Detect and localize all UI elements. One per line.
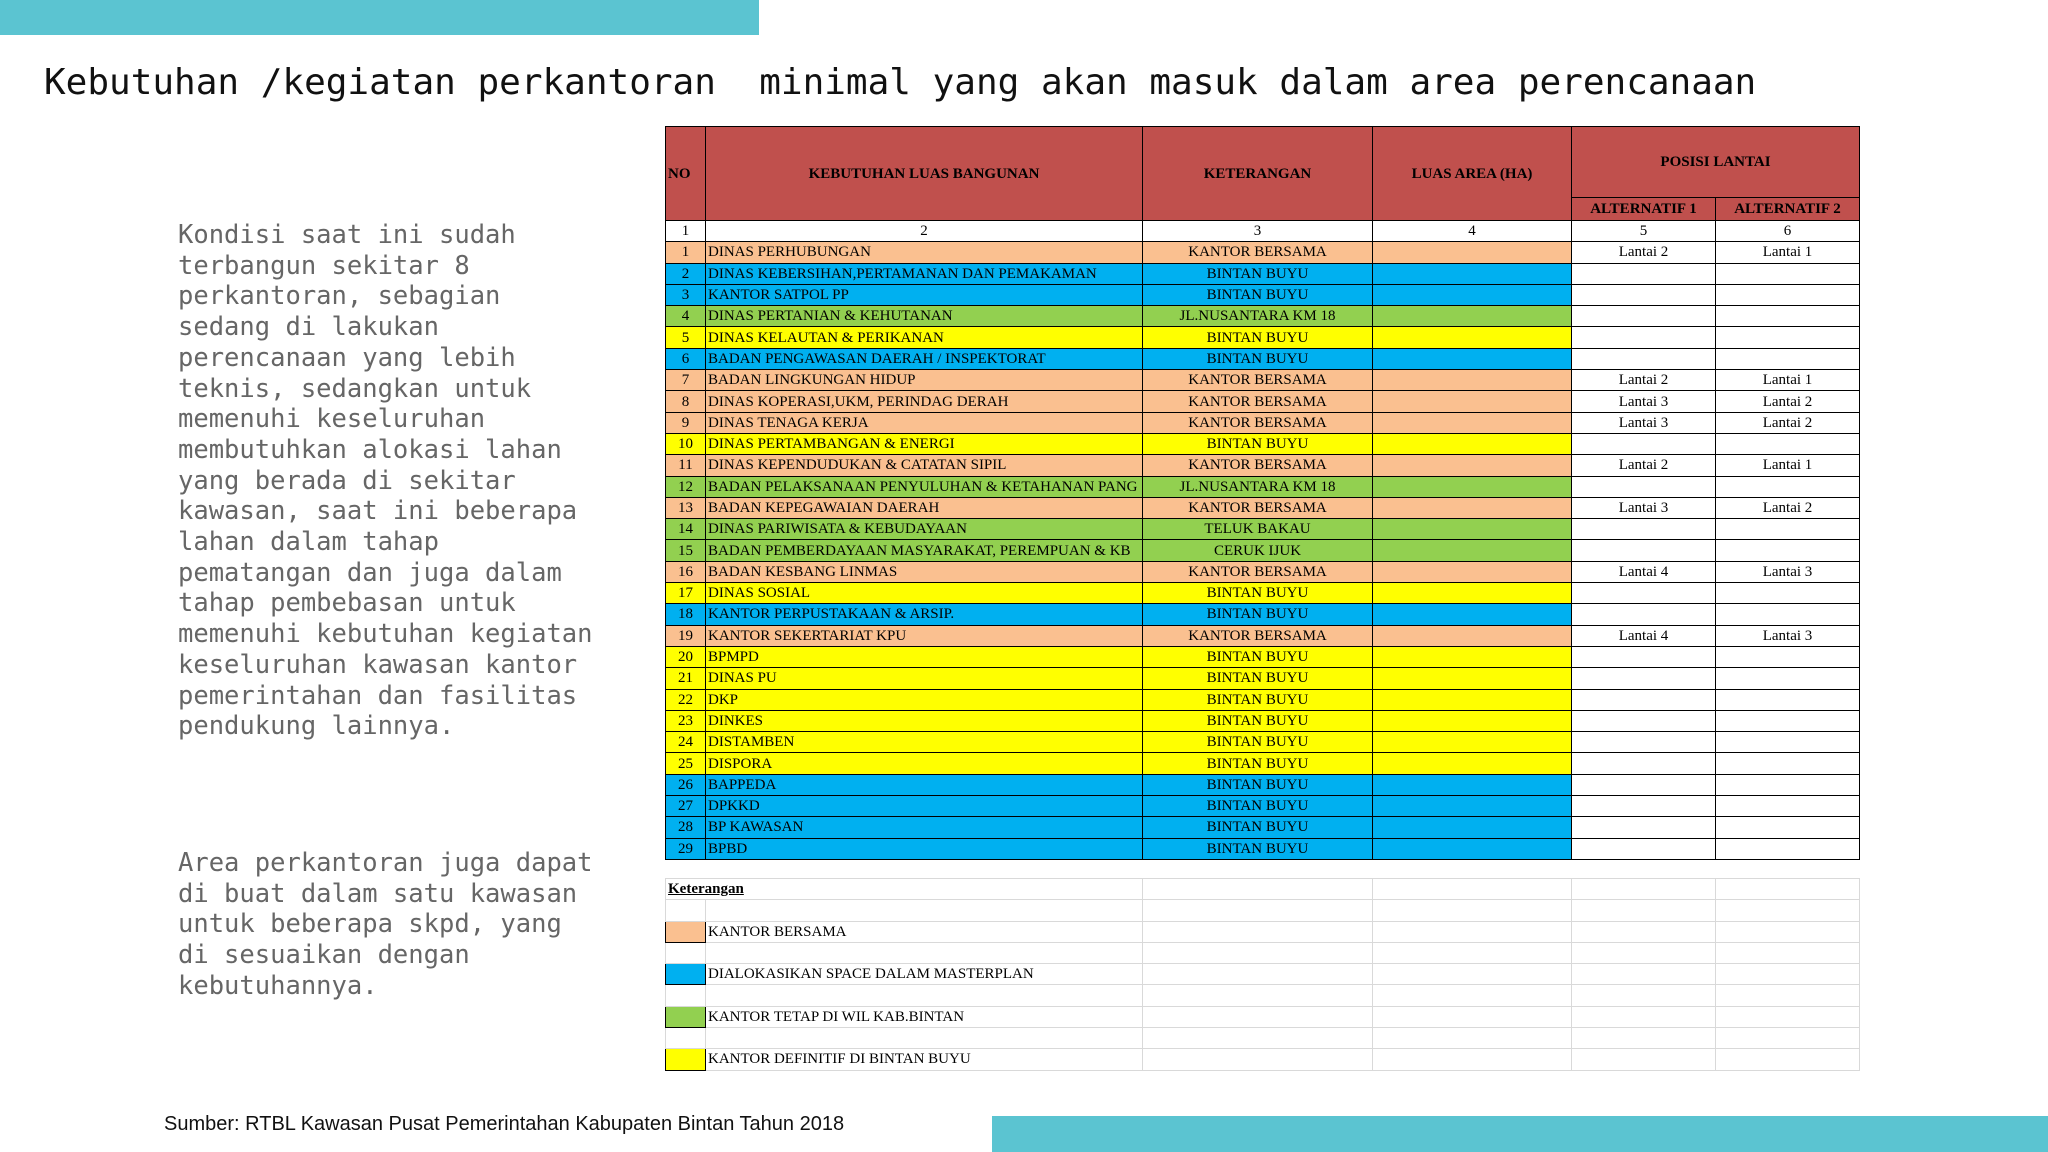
table-row	[666, 561, 1860, 582]
table-row	[666, 646, 1860, 667]
row-alternatif-2	[1716, 433, 1860, 454]
table-row	[666, 348, 1860, 369]
row-name: DPKKD	[706, 796, 1143, 817]
row-alternatif-2	[1716, 753, 1860, 774]
legend	[666, 859, 1860, 1070]
row-alternatif-2: Lantai 1	[1716, 455, 1860, 476]
row-no: 1	[666, 242, 706, 263]
row-name: DISTAMBEN	[706, 732, 1143, 753]
header-keterangan: KETERANGAN	[1143, 127, 1373, 221]
table-row	[666, 327, 1860, 348]
table-body	[666, 242, 1860, 860]
legend-swatch	[666, 1049, 706, 1070]
legend-title: Keterangan	[666, 878, 1143, 899]
table-row	[666, 263, 1860, 284]
table-row	[666, 817, 1860, 838]
row-luas-area	[1373, 774, 1572, 795]
row-keterangan: JL.NUSANTARA KM 18	[1143, 306, 1373, 327]
row-alternatif-1: Lantai 3	[1572, 391, 1716, 412]
row-no: 11	[666, 455, 706, 476]
row-luas-area	[1373, 519, 1572, 540]
row-luas-area	[1373, 646, 1572, 667]
row-alternatif-1: Lantai 3	[1572, 412, 1716, 433]
legend-item	[666, 1006, 1860, 1027]
note-paragraph: Area perkantoran juga dapat di buat dalam satu kawasan untuk beberapa skpd, yang di sesuaikan dengan kebutuhannya.	[178, 848, 593, 1001]
row-keterangan: BINTAN BUYU	[1143, 668, 1373, 689]
row-no: 25	[666, 753, 706, 774]
row-luas-area	[1373, 327, 1572, 348]
row-luas-area	[1373, 348, 1572, 369]
row-luas-area	[1373, 732, 1572, 753]
row-alternatif-1	[1572, 689, 1716, 710]
row-alternatif-2: Lantai 2	[1716, 412, 1860, 433]
legend-item	[666, 921, 1860, 942]
row-alternatif-2	[1716, 306, 1860, 327]
row-luas-area	[1373, 604, 1572, 625]
legend-label: KANTOR TETAP DI WIL KAB.BINTAN	[706, 1006, 1143, 1027]
row-no: 4	[666, 306, 706, 327]
row-name: DINAS PARIWISATA & KEBUDAYAAN	[706, 519, 1143, 540]
row-alternatif-1	[1572, 646, 1716, 667]
header-kebutuhan: KEBUTUHAN LUAS BANGUNAN	[706, 127, 1143, 221]
row-name: DINAS PERTAMBANGAN & ENERGI	[706, 433, 1143, 454]
row-keterangan: BINTAN BUYU	[1143, 753, 1373, 774]
row-alternatif-2: Lantai 2	[1716, 497, 1860, 518]
row-alternatif-2: Lantai 1	[1716, 242, 1860, 263]
table-row	[666, 497, 1860, 518]
table-row	[666, 732, 1860, 753]
row-keterangan: BINTAN BUYU	[1143, 689, 1373, 710]
row-name: DINAS KELAUTAN & PERIKANAN	[706, 327, 1143, 348]
row-luas-area	[1373, 370, 1572, 391]
row-luas-area	[1373, 476, 1572, 497]
row-alternatif-2	[1716, 476, 1860, 497]
legend-swatch	[666, 921, 706, 942]
row-alternatif-2	[1716, 710, 1860, 731]
row-name: KANTOR SEKERTARIAT KPU	[706, 625, 1143, 646]
row-luas-area	[1373, 625, 1572, 646]
row-name: BADAN LINGKUNGAN HIDUP	[706, 370, 1143, 391]
row-no: 29	[666, 838, 706, 859]
row-no: 19	[666, 625, 706, 646]
legend-swatch	[666, 1006, 706, 1027]
row-luas-area	[1373, 796, 1572, 817]
row-no: 13	[666, 497, 706, 518]
table-row	[666, 668, 1860, 689]
row-no: 6	[666, 348, 706, 369]
row-name: DINAS PU	[706, 668, 1143, 689]
row-name: DINAS PERHUBUNGAN	[706, 242, 1143, 263]
row-alternatif-1	[1572, 327, 1716, 348]
row-no: 9	[666, 412, 706, 433]
row-luas-area	[1373, 306, 1572, 327]
row-no: 18	[666, 604, 706, 625]
table-row	[666, 753, 1860, 774]
row-no: 8	[666, 391, 706, 412]
row-alternatif-1: Lantai 4	[1572, 625, 1716, 646]
row-keterangan: KANTOR BERSAMA	[1143, 370, 1373, 391]
row-luas-area	[1373, 817, 1572, 838]
row-no: 23	[666, 710, 706, 731]
row-alternatif-2	[1716, 348, 1860, 369]
table-row	[666, 710, 1860, 731]
row-alternatif-2	[1716, 668, 1860, 689]
row-name: DISPORA	[706, 753, 1143, 774]
row-alternatif-1	[1572, 604, 1716, 625]
table-header	[666, 127, 1860, 242]
table-row	[666, 433, 1860, 454]
row-alternatif-1	[1572, 817, 1716, 838]
row-name: BADAN PELAKSANAAN PENYULUHAN & KETAHANAN PANG	[706, 476, 1143, 497]
row-keterangan: KANTOR BERSAMA	[1143, 391, 1373, 412]
table-row	[666, 519, 1860, 540]
legend-item	[666, 1049, 1860, 1070]
row-name: BP KAWASAN	[706, 817, 1143, 838]
row-name: BPBD	[706, 838, 1143, 859]
row-luas-area	[1373, 753, 1572, 774]
table-row	[666, 284, 1860, 305]
header-luas-area: LUAS AREA (HA)	[1373, 127, 1572, 221]
row-alternatif-1	[1572, 540, 1716, 561]
row-name: DINAS KEBERSIHAN,PERTAMANAN DAN PEMAKAMAN	[706, 263, 1143, 284]
legend-swatch	[666, 964, 706, 985]
row-keterangan: TELUK BAKAU	[1143, 519, 1373, 540]
row-keterangan: BINTAN BUYU	[1143, 433, 1373, 454]
row-keterangan: BINTAN BUYU	[1143, 646, 1373, 667]
row-alternatif-1	[1572, 753, 1716, 774]
row-keterangan: BINTAN BUYU	[1143, 710, 1373, 731]
header-posisi-lantai: POSISI LANTAI	[1572, 127, 1860, 198]
row-luas-area	[1373, 838, 1572, 859]
row-keterangan: BINTAN BUYU	[1143, 796, 1373, 817]
row-keterangan: BINTAN BUYU	[1143, 838, 1373, 859]
row-alternatif-1	[1572, 433, 1716, 454]
row-no: 16	[666, 561, 706, 582]
row-keterangan: BINTAN BUYU	[1143, 327, 1373, 348]
row-alternatif-2	[1716, 817, 1860, 838]
table-row	[666, 625, 1860, 646]
row-keterangan: BINTAN BUYU	[1143, 817, 1373, 838]
row-name: BPMPD	[706, 646, 1143, 667]
table-row	[666, 838, 1860, 859]
row-no: 20	[666, 646, 706, 667]
row-alternatif-1: Lantai 2	[1572, 242, 1716, 263]
legend-label: KANTOR BERSAMA	[706, 921, 1143, 942]
row-alternatif-1	[1572, 306, 1716, 327]
row-alternatif-1	[1572, 796, 1716, 817]
table-row	[666, 412, 1860, 433]
row-name: DINKES	[706, 710, 1143, 731]
row-luas-area	[1373, 710, 1572, 731]
row-alternatif-1: Lantai 3	[1572, 497, 1716, 518]
row-keterangan: BINTAN BUYU	[1143, 583, 1373, 604]
row-luas-area	[1373, 540, 1572, 561]
row-alternatif-1	[1572, 732, 1716, 753]
legend-item	[666, 964, 1860, 985]
page-title: Kebutuhan /kegiatan perkantoran minimal yang akan masuk dalam area perencanaan	[44, 62, 1757, 103]
row-alternatif-1	[1572, 838, 1716, 859]
row-luas-area	[1373, 263, 1572, 284]
description-paragraph: Kondisi saat ini sudah terbangun sekitar 8 perkantoran, sebagian sedang di lakukan perencanaan yang lebih teknis, sedangkan untuk memenuhi keseluruhan membutuhkan alokasi lahan yang berada di sekitar kawasan, saat ini beberapa lahan dalam tahap pematangan dan juga dalam tahap pembebasan untuk memenuhi kebutuhan kegiatan keseluruhan kawasan kantor pemerintahan dan fasilitas pendukung lainnya.	[178, 220, 593, 742]
row-alternatif-1	[1572, 668, 1716, 689]
row-no: 28	[666, 817, 706, 838]
row-no: 27	[666, 796, 706, 817]
header-no: NO	[666, 127, 706, 221]
row-alternatif-1	[1572, 476, 1716, 497]
header-alternatif-1: ALTERNATIF 1	[1572, 198, 1716, 221]
row-name: DINAS TENAGA KERJA	[706, 412, 1143, 433]
table-row	[666, 796, 1860, 817]
row-no: 14	[666, 519, 706, 540]
row-alternatif-1	[1572, 348, 1716, 369]
row-no: 24	[666, 732, 706, 753]
row-keterangan: BINTAN BUYU	[1143, 774, 1373, 795]
table-row	[666, 455, 1860, 476]
row-alternatif-2	[1716, 583, 1860, 604]
row-alternatif-2	[1716, 263, 1860, 284]
row-alternatif-2: Lantai 3	[1716, 561, 1860, 582]
row-name: BADAN KEPEGAWAIAN DAERAH	[706, 497, 1143, 518]
row-alternatif-2	[1716, 838, 1860, 859]
table-row	[666, 540, 1860, 561]
row-no: 7	[666, 370, 706, 391]
row-keterangan: BINTAN BUYU	[1143, 263, 1373, 284]
row-no: 2	[666, 263, 706, 284]
row-name: DINAS KOPERASI,UKM, PERINDAG DERAH	[706, 391, 1143, 412]
row-name: BADAN PEMBERDAYAAN MASYARAKAT, PEREMPUAN & KB	[706, 540, 1143, 561]
row-name: BADAN PENGAWASAN DAERAH / INSPEKTORAT	[706, 348, 1143, 369]
column-number-row	[666, 221, 1860, 242]
row-keterangan: KANTOR BERSAMA	[1143, 242, 1373, 263]
row-name: DINAS SOSIAL	[706, 583, 1143, 604]
row-no: 15	[666, 540, 706, 561]
header-alternatif-2: ALTERNATIF 2	[1716, 198, 1860, 221]
row-alternatif-2: Lantai 1	[1716, 370, 1860, 391]
row-alternatif-2	[1716, 732, 1860, 753]
row-luas-area	[1373, 497, 1572, 518]
row-keterangan: CERUK IJUK	[1143, 540, 1373, 561]
row-alternatif-2: Lantai 3	[1716, 625, 1860, 646]
row-luas-area	[1373, 455, 1572, 476]
column-number: 2	[706, 221, 1143, 242]
row-alternatif-2	[1716, 327, 1860, 348]
row-no: 21	[666, 668, 706, 689]
row-name: DKP	[706, 689, 1143, 710]
row-alternatif-1	[1572, 519, 1716, 540]
column-number: 1	[666, 221, 706, 242]
row-name: BAPPEDA	[706, 774, 1143, 795]
row-keterangan: BINTAN BUYU	[1143, 604, 1373, 625]
row-alternatif-1	[1572, 263, 1716, 284]
row-luas-area	[1373, 284, 1572, 305]
row-no: 5	[666, 327, 706, 348]
row-name: KANTOR PERPUSTAKAAN & ARSIP.	[706, 604, 1143, 625]
row-no: 3	[666, 284, 706, 305]
row-alternatif-2	[1716, 689, 1860, 710]
row-luas-area	[1373, 689, 1572, 710]
row-alternatif-2	[1716, 519, 1860, 540]
table-row	[666, 476, 1860, 497]
row-keterangan: KANTOR BERSAMA	[1143, 497, 1373, 518]
row-alternatif-2	[1716, 646, 1860, 667]
row-alternatif-2	[1716, 796, 1860, 817]
row-keterangan: BINTAN BUYU	[1143, 284, 1373, 305]
table-row	[666, 604, 1860, 625]
row-alternatif-1	[1572, 774, 1716, 795]
row-no: 22	[666, 689, 706, 710]
table-row	[666, 583, 1860, 604]
table-row	[666, 391, 1860, 412]
row-no: 10	[666, 433, 706, 454]
row-alternatif-1	[1572, 284, 1716, 305]
row-alternatif-1: Lantai 4	[1572, 561, 1716, 582]
row-keterangan: JL.NUSANTARA KM 18	[1143, 476, 1373, 497]
table-row	[666, 370, 1860, 391]
table-row	[666, 689, 1860, 710]
row-no: 17	[666, 583, 706, 604]
row-name: BADAN KESBANG LINMAS	[706, 561, 1143, 582]
row-alternatif-2	[1716, 284, 1860, 305]
row-luas-area	[1373, 668, 1572, 689]
top-accent-bar	[0, 0, 759, 35]
row-luas-area	[1373, 242, 1572, 263]
row-luas-area	[1373, 583, 1572, 604]
row-keterangan: KANTOR BERSAMA	[1143, 412, 1373, 433]
legend-label: KANTOR DEFINITIF DI BINTAN BUYU	[706, 1049, 1143, 1070]
row-alternatif-1: Lantai 2	[1572, 455, 1716, 476]
row-luas-area	[1373, 561, 1572, 582]
table-row	[666, 306, 1860, 327]
legend-label: DIALOKASIKAN SPACE DALAM MASTERPLAN	[706, 964, 1143, 985]
row-name: KANTOR SATPOL PP	[706, 284, 1143, 305]
row-name: DINAS PERTANIAN & KEHUTANAN	[706, 306, 1143, 327]
row-alternatif-1	[1572, 710, 1716, 731]
row-alternatif-2	[1716, 540, 1860, 561]
column-number: 4	[1373, 221, 1572, 242]
row-keterangan: BINTAN BUYU	[1143, 732, 1373, 753]
row-keterangan: KANTOR BERSAMA	[1143, 455, 1373, 476]
table-row	[666, 774, 1860, 795]
row-keterangan: KANTOR BERSAMA	[1143, 625, 1373, 646]
row-alternatif-1: Lantai 2	[1572, 370, 1716, 391]
row-alternatif-2	[1716, 774, 1860, 795]
row-alternatif-1	[1572, 583, 1716, 604]
row-no: 26	[666, 774, 706, 795]
row-name: DINAS KEPENDUDUKAN & CATATAN SIPIL	[706, 455, 1143, 476]
column-number: 5	[1572, 221, 1716, 242]
row-alternatif-2: Lantai 2	[1716, 391, 1860, 412]
bottom-accent-bar	[992, 1116, 2048, 1152]
row-luas-area	[1373, 433, 1572, 454]
table-row	[666, 242, 1860, 263]
row-keterangan: BINTAN BUYU	[1143, 348, 1373, 369]
row-alternatif-2	[1716, 604, 1860, 625]
office-needs-table	[665, 126, 1860, 1071]
row-keterangan: KANTOR BERSAMA	[1143, 561, 1373, 582]
row-no: 12	[666, 476, 706, 497]
column-number: 6	[1716, 221, 1860, 242]
row-luas-area	[1373, 391, 1572, 412]
column-number: 3	[1143, 221, 1373, 242]
row-luas-area	[1373, 412, 1572, 433]
source-caption: Sumber: RTBL Kawasan Pusat Pemerintahan Kabupaten Bintan Tahun 2018	[164, 1113, 845, 1135]
